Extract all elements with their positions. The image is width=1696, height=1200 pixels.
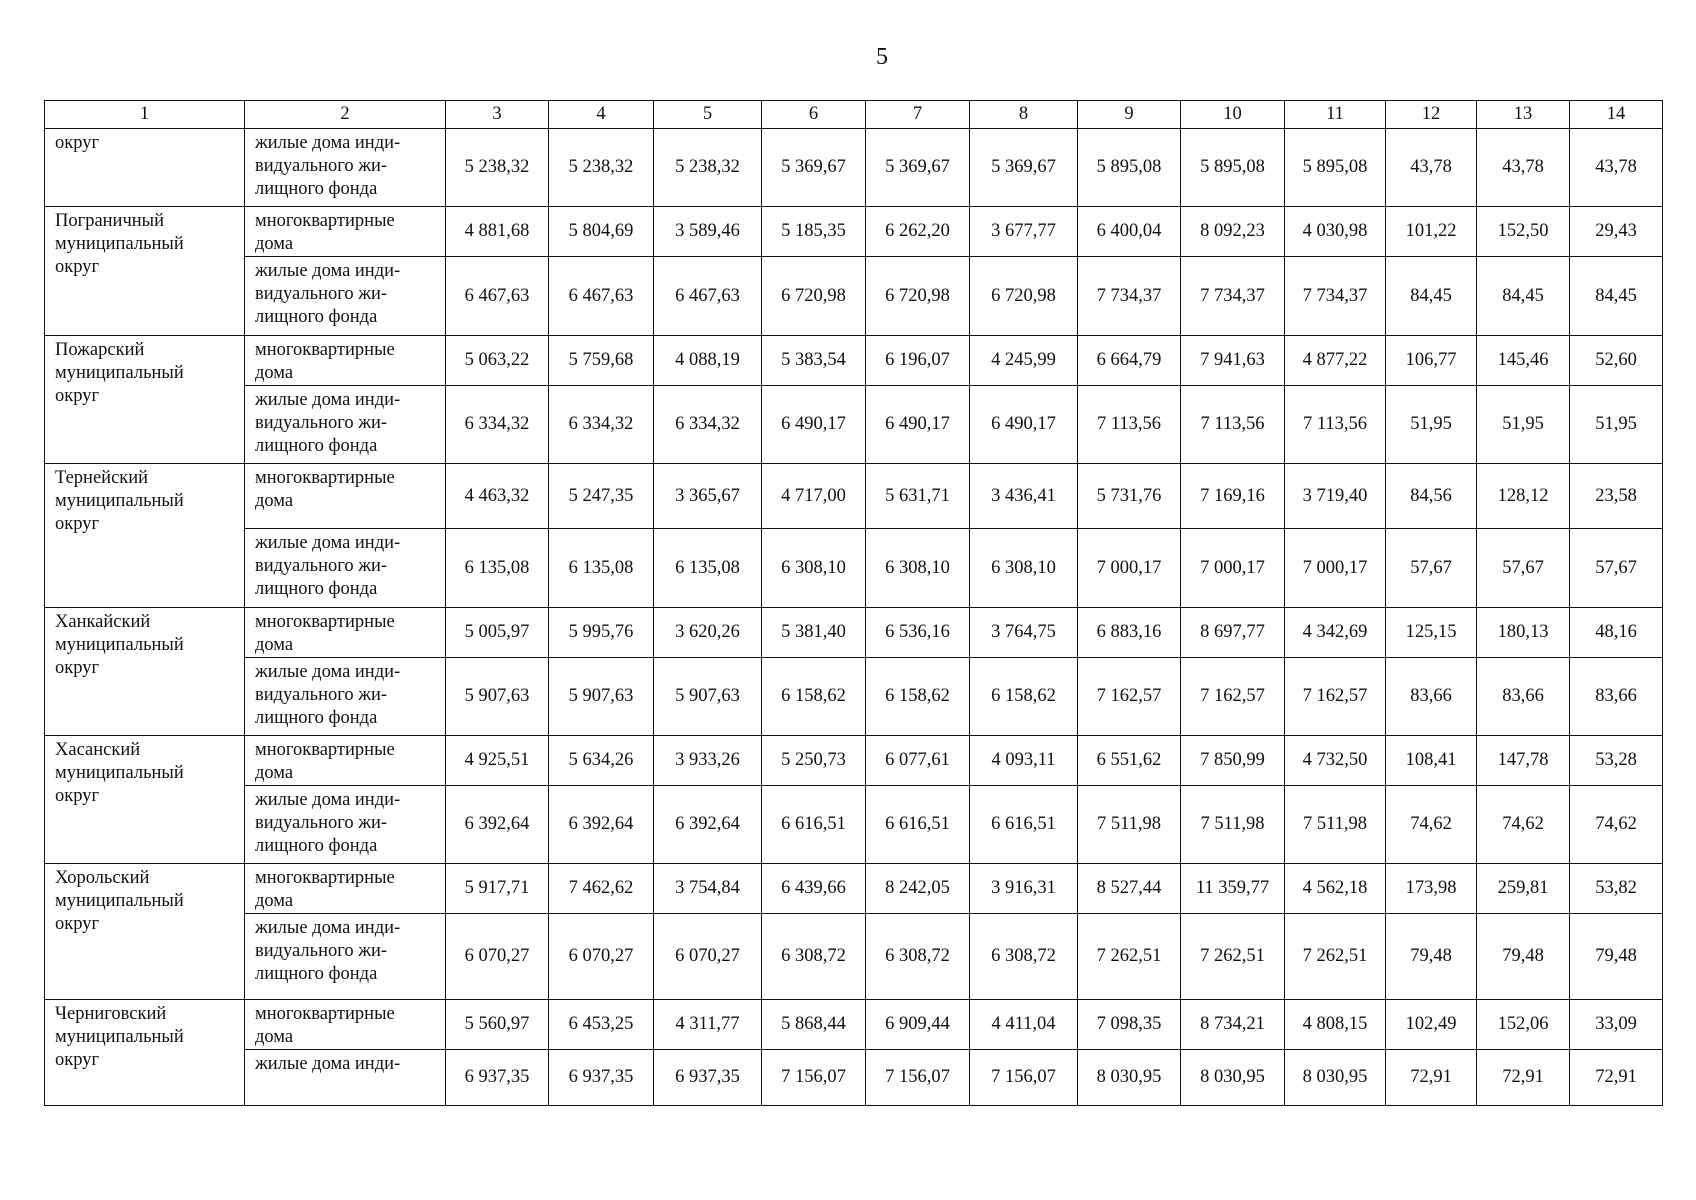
value-cell: 7 162,57: [1285, 658, 1386, 736]
value-cell: 6 308,72: [866, 914, 970, 1000]
housing-type-cell: жилые дома инди- видуального жи- лищного фонда: [245, 129, 446, 207]
value-cell: 6 308,10: [866, 529, 970, 608]
value-cell: 7 000,17: [1181, 529, 1285, 608]
value-cell: 6 439,66: [762, 864, 866, 914]
housing-type-cell: жилые дома инди- видуального жи- лищного фонда: [245, 529, 446, 608]
value-cell: 83,66: [1386, 658, 1477, 736]
table-row: [45, 1000, 1663, 1050]
value-cell: 6 883,16: [1078, 608, 1181, 658]
value-cell: 5 895,08: [1078, 129, 1181, 207]
value-cell: 6 937,35: [654, 1050, 762, 1106]
value-cell: 4 411,04: [970, 1000, 1078, 1050]
value-cell: 53,82: [1570, 864, 1663, 914]
value-cell: 6 392,64: [654, 786, 762, 864]
value-cell: 6 308,10: [970, 529, 1078, 608]
municipality-cell: Ханкайский муниципальный округ: [45, 608, 245, 736]
value-cell: 3 719,40: [1285, 464, 1386, 529]
value-cell: 125,15: [1386, 608, 1477, 658]
value-cell: 6 308,10: [762, 529, 866, 608]
value-cell: 57,67: [1386, 529, 1477, 608]
value-cell: 6 308,72: [762, 914, 866, 1000]
value-cell: 7 734,37: [1078, 257, 1181, 336]
value-cell: 6 616,51: [970, 786, 1078, 864]
value-cell: 7 511,98: [1285, 786, 1386, 864]
value-cell: 5 369,67: [762, 129, 866, 207]
column-header: 6: [762, 101, 866, 129]
value-cell: 7 156,07: [866, 1050, 970, 1106]
value-cell: 5 560,97: [446, 1000, 549, 1050]
value-cell: 5 063,22: [446, 336, 549, 386]
value-cell: 72,91: [1386, 1050, 1477, 1106]
value-cell: 83,66: [1570, 658, 1663, 736]
column-header: 11: [1285, 101, 1386, 129]
value-cell: 11 359,77: [1181, 864, 1285, 914]
value-cell: 102,49: [1386, 1000, 1477, 1050]
value-cell: 3 589,46: [654, 207, 762, 257]
column-header: 5: [654, 101, 762, 129]
value-cell: 7 262,51: [1285, 914, 1386, 1000]
value-cell: 5 907,63: [654, 658, 762, 736]
value-cell: 29,43: [1570, 207, 1663, 257]
value-cell: 6 720,98: [866, 257, 970, 336]
value-cell: 72,91: [1477, 1050, 1570, 1106]
value-cell: 6 453,25: [549, 1000, 654, 1050]
value-cell: 6 077,61: [866, 736, 970, 786]
value-cell: 6 158,62: [866, 658, 970, 736]
value-cell: 8 030,95: [1285, 1050, 1386, 1106]
value-cell: 5 369,67: [970, 129, 1078, 207]
value-cell: 5 995,76: [549, 608, 654, 658]
value-cell: 74,62: [1570, 786, 1663, 864]
table-row: [45, 658, 1663, 736]
value-cell: 5 868,44: [762, 1000, 866, 1050]
value-cell: 7 262,51: [1181, 914, 1285, 1000]
value-cell: 3 754,84: [654, 864, 762, 914]
value-cell: 6 467,63: [549, 257, 654, 336]
value-cell: 173,98: [1386, 864, 1477, 914]
value-cell: 3 916,31: [970, 864, 1078, 914]
table-body: [45, 129, 1663, 1106]
housing-type-cell: многоквартирные дома: [245, 464, 446, 529]
table-row: [45, 207, 1663, 257]
value-cell: 6 308,72: [970, 914, 1078, 1000]
value-cell: 108,41: [1386, 736, 1477, 786]
value-cell: 48,16: [1570, 608, 1663, 658]
value-cell: 7 511,98: [1181, 786, 1285, 864]
value-cell: 52,60: [1570, 336, 1663, 386]
value-cell: 7 113,56: [1181, 386, 1285, 464]
value-cell: 5 631,71: [866, 464, 970, 529]
value-cell: 7 000,17: [1078, 529, 1181, 608]
value-cell: 3 365,67: [654, 464, 762, 529]
value-cell: 5 250,73: [762, 736, 866, 786]
value-cell: 33,09: [1570, 1000, 1663, 1050]
value-cell: 6 262,20: [866, 207, 970, 257]
value-cell: 6 937,35: [446, 1050, 549, 1106]
value-cell: 6 135,08: [446, 529, 549, 608]
value-cell: 6 909,44: [866, 1000, 970, 1050]
value-cell: 74,62: [1477, 786, 1570, 864]
value-cell: 4 030,98: [1285, 207, 1386, 257]
housing-type-cell: жилые дома инди- видуального жи- лищного фонда: [245, 386, 446, 464]
housing-type-cell: жилые дома инди- видуального жи- лищного фонда: [245, 786, 446, 864]
column-header: 8: [970, 101, 1078, 129]
value-cell: 43,78: [1477, 129, 1570, 207]
value-cell: 51,95: [1477, 386, 1570, 464]
table-row: [45, 257, 1663, 336]
municipality-cell: Черниговский муниципальный округ: [45, 1000, 245, 1106]
value-cell: 5 238,32: [654, 129, 762, 207]
value-cell: 8 527,44: [1078, 864, 1181, 914]
value-cell: 6 616,51: [762, 786, 866, 864]
value-cell: 8 734,21: [1181, 1000, 1285, 1050]
housing-type-cell: жилые дома инди-: [245, 1050, 446, 1106]
value-cell: 57,67: [1477, 529, 1570, 608]
table-row: [45, 336, 1663, 386]
housing-type-cell: жилые дома инди- видуального жи- лищного фонда: [245, 914, 446, 1000]
value-cell: 5 907,63: [446, 658, 549, 736]
value-cell: 7 162,57: [1078, 658, 1181, 736]
value-cell: 6 334,32: [549, 386, 654, 464]
tariffs-table: [44, 100, 1663, 1106]
housing-type-cell: жилые дома инди- видуального жи- лищного фонда: [245, 257, 446, 336]
value-cell: 5 005,97: [446, 608, 549, 658]
column-header: 10: [1181, 101, 1285, 129]
value-cell: 6 490,17: [762, 386, 866, 464]
value-cell: 152,06: [1477, 1000, 1570, 1050]
value-cell: 84,45: [1570, 257, 1663, 336]
column-header: 7: [866, 101, 970, 129]
value-cell: 7 000,17: [1285, 529, 1386, 608]
value-cell: 4 562,18: [1285, 864, 1386, 914]
value-cell: 8 030,95: [1181, 1050, 1285, 1106]
value-cell: 4 732,50: [1285, 736, 1386, 786]
column-header: 12: [1386, 101, 1477, 129]
value-cell: 4 245,99: [970, 336, 1078, 386]
value-cell: 5 907,63: [549, 658, 654, 736]
table-row: [45, 1050, 1663, 1106]
value-cell: 4 093,11: [970, 736, 1078, 786]
value-cell: 51,95: [1570, 386, 1663, 464]
value-cell: 4 717,00: [762, 464, 866, 529]
value-cell: 6 334,32: [446, 386, 549, 464]
value-cell: 6 490,17: [970, 386, 1078, 464]
value-cell: 7 462,62: [549, 864, 654, 914]
value-cell: 84,45: [1386, 257, 1477, 336]
value-cell: 7 734,37: [1285, 257, 1386, 336]
housing-type-cell: многоквартирные дома: [245, 864, 446, 914]
value-cell: 6 616,51: [866, 786, 970, 864]
value-cell: 84,56: [1386, 464, 1477, 529]
housing-type-cell: многоквартирные дома: [245, 608, 446, 658]
value-cell: 8 092,23: [1181, 207, 1285, 257]
value-cell: 145,46: [1477, 336, 1570, 386]
value-cell: 7 098,35: [1078, 1000, 1181, 1050]
value-cell: 5 383,54: [762, 336, 866, 386]
column-header: 1: [45, 101, 245, 129]
value-cell: 6 536,16: [866, 608, 970, 658]
column-header: 4: [549, 101, 654, 129]
value-cell: 4 808,15: [1285, 1000, 1386, 1050]
value-cell: 4 088,19: [654, 336, 762, 386]
header-row: [45, 101, 1663, 129]
value-cell: 6 158,62: [762, 658, 866, 736]
value-cell: 5 238,32: [446, 129, 549, 207]
value-cell: 6 135,08: [654, 529, 762, 608]
value-cell: 72,91: [1570, 1050, 1663, 1106]
value-cell: 43,78: [1386, 129, 1477, 207]
value-cell: 7 162,57: [1181, 658, 1285, 736]
value-cell: 106,77: [1386, 336, 1477, 386]
value-cell: 79,48: [1477, 914, 1570, 1000]
value-cell: 8 697,77: [1181, 608, 1285, 658]
value-cell: 5 731,76: [1078, 464, 1181, 529]
value-cell: 84,45: [1477, 257, 1570, 336]
column-header: 13: [1477, 101, 1570, 129]
column-header: 3: [446, 101, 549, 129]
value-cell: 4 311,77: [654, 1000, 762, 1050]
value-cell: 6 070,27: [549, 914, 654, 1000]
value-cell: 5 759,68: [549, 336, 654, 386]
value-cell: 3 436,41: [970, 464, 1078, 529]
value-cell: 152,50: [1477, 207, 1570, 257]
municipality-cell: Пограничный муниципальный округ: [45, 207, 245, 336]
value-cell: 6 937,35: [549, 1050, 654, 1106]
value-cell: 3 764,75: [970, 608, 1078, 658]
value-cell: 7 113,56: [1078, 386, 1181, 464]
value-cell: 79,48: [1570, 914, 1663, 1000]
value-cell: 5 917,71: [446, 864, 549, 914]
page-number: 5: [876, 44, 888, 70]
table-row: [45, 786, 1663, 864]
value-cell: 7 941,63: [1181, 336, 1285, 386]
housing-type-cell: жилые дома инди- видуального жи- лищного фонда: [245, 658, 446, 736]
value-cell: 5 247,35: [549, 464, 654, 529]
value-cell: 23,58: [1570, 464, 1663, 529]
value-cell: 7 156,07: [762, 1050, 866, 1106]
value-cell: 5 804,69: [549, 207, 654, 257]
value-cell: 7 262,51: [1078, 914, 1181, 1000]
value-cell: 147,78: [1477, 736, 1570, 786]
value-cell: 6 551,62: [1078, 736, 1181, 786]
table-row: [45, 529, 1663, 608]
value-cell: 3 677,77: [970, 207, 1078, 257]
value-cell: 43,78: [1570, 129, 1663, 207]
table-row: [45, 914, 1663, 1000]
value-cell: 6 490,17: [866, 386, 970, 464]
value-cell: 83,66: [1477, 658, 1570, 736]
value-cell: 74,62: [1386, 786, 1477, 864]
column-header: 9: [1078, 101, 1181, 129]
column-header: 14: [1570, 101, 1663, 129]
table-row: [45, 386, 1663, 464]
table-row: [45, 464, 1663, 529]
value-cell: 8 242,05: [866, 864, 970, 914]
value-cell: 51,95: [1386, 386, 1477, 464]
housing-type-cell: многоквартирные дома: [245, 336, 446, 386]
value-cell: 6 334,32: [654, 386, 762, 464]
municipality-cell: округ: [45, 129, 245, 207]
value-cell: 5 238,32: [549, 129, 654, 207]
value-cell: 180,13: [1477, 608, 1570, 658]
table-row: [45, 864, 1663, 914]
value-cell: 4 877,22: [1285, 336, 1386, 386]
value-cell: 6 392,64: [549, 786, 654, 864]
value-cell: 6 467,63: [446, 257, 549, 336]
value-cell: 7 156,07: [970, 1050, 1078, 1106]
value-cell: 5 369,67: [866, 129, 970, 207]
value-cell: 5 381,40: [762, 608, 866, 658]
value-cell: 6 158,62: [970, 658, 1078, 736]
municipality-cell: Тернейский муниципальный округ: [45, 464, 245, 608]
value-cell: 7 113,56: [1285, 386, 1386, 464]
value-cell: 6 392,64: [446, 786, 549, 864]
value-cell: 5 895,08: [1181, 129, 1285, 207]
value-cell: 4 342,69: [1285, 608, 1386, 658]
value-cell: 6 135,08: [549, 529, 654, 608]
value-cell: 259,81: [1477, 864, 1570, 914]
value-cell: 4 463,32: [446, 464, 549, 529]
value-cell: 128,12: [1477, 464, 1570, 529]
value-cell: 6 070,27: [446, 914, 549, 1000]
value-cell: 6 070,27: [654, 914, 762, 1000]
value-cell: 4 881,68: [446, 207, 549, 257]
column-header: 2: [245, 101, 446, 129]
value-cell: 5 185,35: [762, 207, 866, 257]
value-cell: 6 467,63: [654, 257, 762, 336]
value-cell: 8 030,95: [1078, 1050, 1181, 1106]
value-cell: 79,48: [1386, 914, 1477, 1000]
housing-type-cell: многоквартирные дома: [245, 1000, 446, 1050]
table-row: [45, 608, 1663, 658]
value-cell: 5 634,26: [549, 736, 654, 786]
value-cell: 7 511,98: [1078, 786, 1181, 864]
value-cell: 6 720,98: [970, 257, 1078, 336]
value-cell: 7 734,37: [1181, 257, 1285, 336]
housing-type-cell: многоквартирные дома: [245, 207, 446, 257]
value-cell: 6 196,07: [866, 336, 970, 386]
housing-type-cell: многоквартирные дома: [245, 736, 446, 786]
municipality-cell: Хасанский муниципальный округ: [45, 736, 245, 864]
value-cell: 3 620,26: [654, 608, 762, 658]
value-cell: 101,22: [1386, 207, 1477, 257]
value-cell: 6 400,04: [1078, 207, 1181, 257]
table-row: [45, 129, 1663, 207]
value-cell: 4 925,51: [446, 736, 549, 786]
value-cell: 7 850,99: [1181, 736, 1285, 786]
municipality-cell: Пожарский муниципальный округ: [45, 336, 245, 464]
value-cell: 53,28: [1570, 736, 1663, 786]
value-cell: 6 664,79: [1078, 336, 1181, 386]
municipality-cell: Хорольский муниципальный округ: [45, 864, 245, 1000]
value-cell: 57,67: [1570, 529, 1663, 608]
value-cell: 3 933,26: [654, 736, 762, 786]
table-row: [45, 736, 1663, 786]
value-cell: 7 169,16: [1181, 464, 1285, 529]
value-cell: 6 720,98: [762, 257, 866, 336]
value-cell: 5 895,08: [1285, 129, 1386, 207]
